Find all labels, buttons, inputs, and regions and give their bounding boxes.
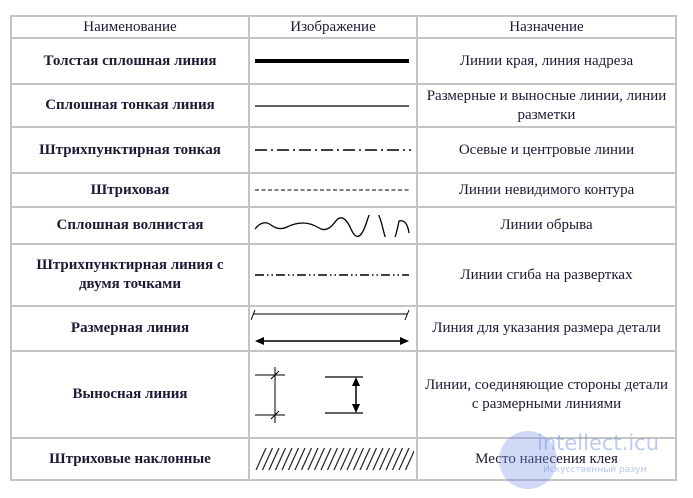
dashed-line-image	[249, 173, 417, 207]
table-row	[11, 127, 676, 173]
header-name: Наименование	[11, 16, 249, 38]
row-name: Штриховая	[11, 173, 249, 207]
hatch-stroke	[406, 448, 415, 470]
watermark-subtext: Искусственный разум	[543, 465, 648, 475]
row-name: Выносная линия	[11, 351, 249, 438]
row-name: Сплошная тонкая линия	[11, 84, 249, 127]
row-name: Штриховые наклонные	[11, 438, 249, 480]
table-row	[11, 244, 676, 306]
header-image: Изображение	[249, 16, 417, 38]
dash-double-dot-line-image	[249, 244, 417, 306]
row-purpose: Линии невидимого контура	[417, 173, 676, 207]
watermark-text: intellect.icu	[537, 431, 660, 455]
row-purpose: Линии сгиба на развертках	[417, 244, 676, 306]
row-purpose: Линии обрыва	[417, 207, 676, 244]
dash-dot-line-image	[249, 127, 417, 173]
line-types-table	[10, 15, 677, 481]
wavy-line-image	[249, 207, 417, 244]
row-purpose: Размерные и выносные линии, линии разметки	[417, 84, 676, 127]
row-purpose: Линии, соединяющие стороны детали с размерными линиями	[417, 351, 676, 438]
row-name: Сплошная волнистая	[11, 207, 249, 244]
row-purpose: Место нанесения клея	[417, 438, 676, 480]
row-name: Толстая сплошная линия	[11, 38, 249, 84]
table-header-row	[11, 16, 676, 38]
hatching-image	[249, 438, 417, 480]
table-row	[11, 207, 676, 244]
table-row	[11, 173, 676, 207]
table-row	[11, 438, 676, 480]
dimension-line-image	[249, 306, 417, 351]
row-purpose: Осевые и центровые линии	[417, 127, 676, 173]
thin-solid-line-image	[249, 84, 417, 127]
row-name: Штрихпунктирная тонкая	[11, 127, 249, 173]
row-purpose: Линии края, линия надреза	[417, 38, 676, 84]
header-purpose: Назначение	[417, 16, 676, 38]
extension-line-image	[249, 351, 417, 438]
table-row	[11, 306, 676, 351]
row-purpose: Линия для указания размера детали	[417, 306, 676, 351]
table-row	[11, 84, 676, 127]
row-name: Штрихпунктирная линия с двумя точками	[11, 244, 249, 306]
row-name: Размерная линия	[11, 306, 249, 351]
thick-solid-line-image	[249, 38, 417, 84]
table-row	[11, 38, 676, 84]
table-row	[11, 351, 676, 438]
